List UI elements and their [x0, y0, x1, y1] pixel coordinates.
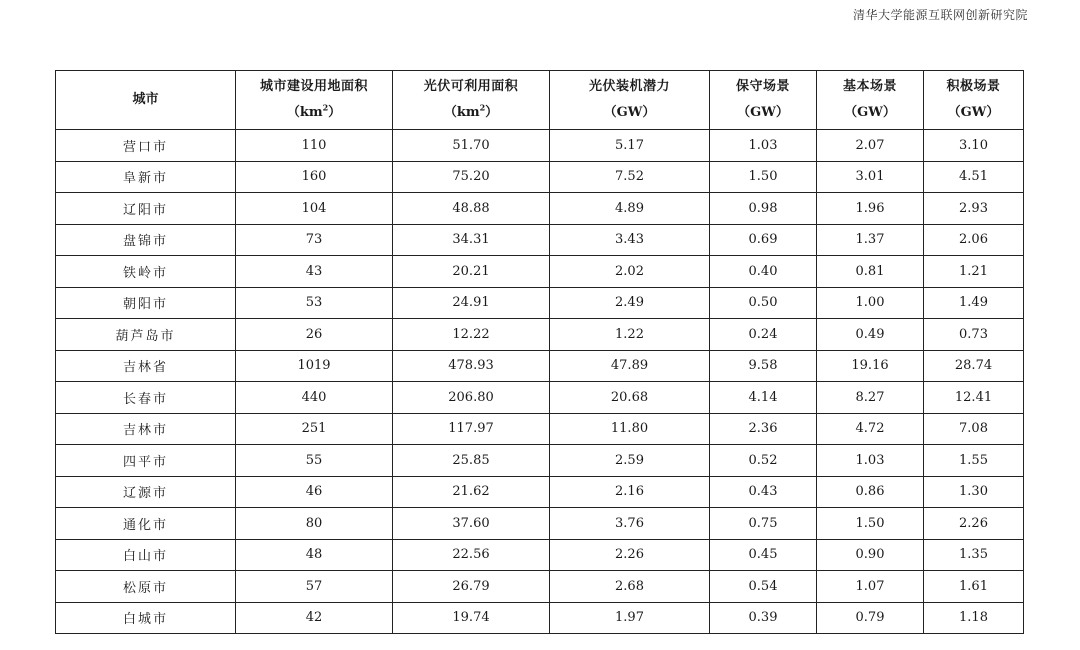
- pv-area-cell: 206.80: [393, 382, 550, 414]
- pv-area-cell: 478.93: [393, 350, 550, 382]
- construction-area-cell: 80: [236, 508, 393, 540]
- table-row: [56, 571, 1024, 603]
- pv-potential-cell: 5.17: [550, 130, 710, 162]
- construction-area-cell: 251: [236, 413, 393, 445]
- pv-area-cell: 24.91: [393, 287, 550, 319]
- column-header-unit: [236, 100, 392, 126]
- base-cell: 1.50: [817, 508, 924, 540]
- pv-potential-cell: 3.43: [550, 224, 710, 256]
- city-cell: 松原市: [56, 571, 236, 603]
- conservative-cell: 0.98: [710, 193, 817, 225]
- pv-potential-cell: 2.26: [550, 539, 710, 571]
- base-cell: 0.79: [817, 602, 924, 634]
- conservative-cell: 2.36: [710, 413, 817, 445]
- organization-header: 清华大学能源互联网创新研究院: [852, 8, 1028, 22]
- construction-area-cell: 48: [236, 539, 393, 571]
- base-cell: 1.00: [817, 287, 924, 319]
- pv-area-cell: 19.74: [393, 602, 550, 634]
- column-header-active-scenario: [924, 71, 1024, 130]
- column-header-label: 城市建设用地面积: [259, 79, 368, 94]
- construction-area-cell: 53: [236, 287, 393, 319]
- conservative-cell: 4.14: [710, 382, 817, 414]
- pv-area-cell: 21.62: [393, 476, 550, 508]
- construction-area-cell: 440: [236, 382, 393, 414]
- construction-area-cell: 57: [236, 571, 393, 603]
- table-row: [56, 161, 1024, 193]
- unit-prefix: （km: [286, 105, 323, 120]
- column-header-conservative-scenario: [710, 71, 817, 130]
- construction-area-cell: 1019: [236, 350, 393, 382]
- conservative-cell: 0.40: [710, 256, 817, 288]
- table-row: [56, 287, 1024, 319]
- active-cell: 1.49: [924, 287, 1024, 319]
- column-header-label: 光伏可利用面积: [423, 79, 519, 94]
- column-header-label: 城市: [132, 92, 159, 107]
- pv-area-cell: 22.56: [393, 539, 550, 571]
- conservative-cell: 1.50: [710, 161, 817, 193]
- city-cell: 阜新市: [56, 161, 236, 193]
- active-cell: 1.30: [924, 476, 1024, 508]
- base-cell: 0.86: [817, 476, 924, 508]
- table-row: [56, 256, 1024, 288]
- base-cell: 2.07: [817, 130, 924, 162]
- city-cell: 四平市: [56, 445, 236, 477]
- table-row: [56, 602, 1024, 634]
- table-row: [56, 193, 1024, 225]
- base-cell: 19.16: [817, 350, 924, 382]
- column-header-label: 光伏装机潜力: [588, 79, 670, 94]
- table-row: [56, 508, 1024, 540]
- pv-potential-cell: 47.89: [550, 350, 710, 382]
- pv-potential-cell: 2.16: [550, 476, 710, 508]
- column-header-unit: （GW）: [947, 105, 1000, 120]
- base-cell: 1.03: [817, 445, 924, 477]
- city-cell: 吉林市: [56, 413, 236, 445]
- base-cell: 1.07: [817, 571, 924, 603]
- conservative-cell: 0.52: [710, 445, 817, 477]
- conservative-cell: 0.54: [710, 571, 817, 603]
- city-cell: 白城市: [56, 602, 236, 634]
- active-cell: 28.74: [924, 350, 1024, 382]
- city-cell: 通化市: [56, 508, 236, 540]
- pv-potential-cell: 1.97: [550, 602, 710, 634]
- unit-prefix: （km: [443, 105, 480, 120]
- base-cell: 1.37: [817, 224, 924, 256]
- construction-area-cell: 110: [236, 130, 393, 162]
- construction-area-cell: 42: [236, 602, 393, 634]
- pv-area-cell: 25.85: [393, 445, 550, 477]
- active-cell: 1.18: [924, 602, 1024, 634]
- city-cell: 铁岭市: [56, 256, 236, 288]
- city-cell: 营口市: [56, 130, 236, 162]
- table-row: [56, 476, 1024, 508]
- pv-potential-cell: 2.02: [550, 256, 710, 288]
- city-cell: 朝阳市: [56, 287, 236, 319]
- column-header-label: 保守场景: [735, 79, 790, 94]
- pv-area-cell: 34.31: [393, 224, 550, 256]
- unit-suffix: ）: [328, 105, 342, 120]
- base-cell: 3.01: [817, 161, 924, 193]
- active-cell: 2.93: [924, 193, 1024, 225]
- active-cell: 1.55: [924, 445, 1024, 477]
- active-cell: 12.41: [924, 382, 1024, 414]
- city-cell: 盘锦市: [56, 224, 236, 256]
- column-header-base-scenario: [817, 71, 924, 130]
- pv-potential-cell: 1.22: [550, 319, 710, 351]
- base-cell: 0.81: [817, 256, 924, 288]
- pv-potential-cell: 4.89: [550, 193, 710, 225]
- active-cell: 1.35: [924, 539, 1024, 571]
- unit-superscript: 2: [322, 102, 329, 113]
- conservative-cell: 0.39: [710, 602, 817, 634]
- base-cell: 4.72: [817, 413, 924, 445]
- city-cell: 葫芦岛市: [56, 319, 236, 351]
- pv-potential-table: [55, 70, 1024, 634]
- construction-area-cell: 160: [236, 161, 393, 193]
- conservative-cell: 0.43: [710, 476, 817, 508]
- pv-potential-cell: 11.80: [550, 413, 710, 445]
- active-cell: 2.26: [924, 508, 1024, 540]
- column-header-construction-area: [236, 71, 393, 130]
- construction-area-cell: 43: [236, 256, 393, 288]
- table-row: [56, 319, 1024, 351]
- base-cell: 1.96: [817, 193, 924, 225]
- city-cell: 辽阳市: [56, 193, 236, 225]
- table-body: [56, 130, 1024, 634]
- pv-area-cell: 26.79: [393, 571, 550, 603]
- column-header-unit: [393, 100, 549, 126]
- pv-potential-cell: 3.76: [550, 508, 710, 540]
- unit-superscript: 2: [479, 102, 486, 113]
- base-cell: 8.27: [817, 382, 924, 414]
- pv-potential-cell: 2.59: [550, 445, 710, 477]
- column-header-label: 积极场景: [946, 79, 1001, 94]
- city-cell: 吉林省: [56, 350, 236, 382]
- base-cell: 0.90: [817, 539, 924, 571]
- pv-area-cell: 20.21: [393, 256, 550, 288]
- city-cell: 长春市: [56, 382, 236, 414]
- conservative-cell: 9.58: [710, 350, 817, 382]
- base-cell: 0.49: [817, 319, 924, 351]
- pv-area-cell: 37.60: [393, 508, 550, 540]
- table-row: [56, 445, 1024, 477]
- city-cell: 辽源市: [56, 476, 236, 508]
- pv-area-cell: 48.88: [393, 193, 550, 225]
- construction-area-cell: 55: [236, 445, 393, 477]
- column-header-label: 基本场景: [842, 79, 897, 94]
- active-cell: 2.06: [924, 224, 1024, 256]
- active-cell: 7.08: [924, 413, 1024, 445]
- pv-area-cell: 117.97: [393, 413, 550, 445]
- column-header-unit: （GW）: [844, 105, 896, 120]
- pv-potential-cell: 7.52: [550, 161, 710, 193]
- table-row: [56, 130, 1024, 162]
- conservative-cell: 0.45: [710, 539, 817, 571]
- pv-area-cell: 75.20: [393, 161, 550, 193]
- column-header-unit: （GW）: [603, 105, 656, 120]
- table-header-row: [56, 71, 1024, 130]
- unit-suffix: ）: [485, 105, 499, 120]
- column-header-pv-capacity-potential: [550, 71, 710, 130]
- active-cell: 3.10: [924, 130, 1024, 162]
- pv-area-cell: 12.22: [393, 319, 550, 351]
- column-header-pv-available-area: [393, 71, 550, 130]
- column-header-unit: （GW）: [737, 105, 789, 120]
- construction-area-cell: 73: [236, 224, 393, 256]
- active-cell: 1.21: [924, 256, 1024, 288]
- pv-area-cell: 51.70: [393, 130, 550, 162]
- construction-area-cell: 104: [236, 193, 393, 225]
- active-cell: 4.51: [924, 161, 1024, 193]
- conservative-cell: 0.69: [710, 224, 817, 256]
- construction-area-cell: 26: [236, 319, 393, 351]
- pv-potential-cell: 20.68: [550, 382, 710, 414]
- table-row: [56, 224, 1024, 256]
- active-cell: 0.73: [924, 319, 1024, 351]
- city-cell: 白山市: [56, 539, 236, 571]
- column-header-city: [56, 71, 236, 130]
- table-row: [56, 539, 1024, 571]
- conservative-cell: 0.50: [710, 287, 817, 319]
- construction-area-cell: 46: [236, 476, 393, 508]
- conservative-cell: 1.03: [710, 130, 817, 162]
- conservative-cell: 0.24: [710, 319, 817, 351]
- pv-potential-cell: 2.49: [550, 287, 710, 319]
- conservative-cell: 0.75: [710, 508, 817, 540]
- table-row: [56, 350, 1024, 382]
- active-cell: 1.61: [924, 571, 1024, 603]
- pv-potential-cell: 2.68: [550, 571, 710, 603]
- table-row: [56, 413, 1024, 445]
- table-row: [56, 382, 1024, 414]
